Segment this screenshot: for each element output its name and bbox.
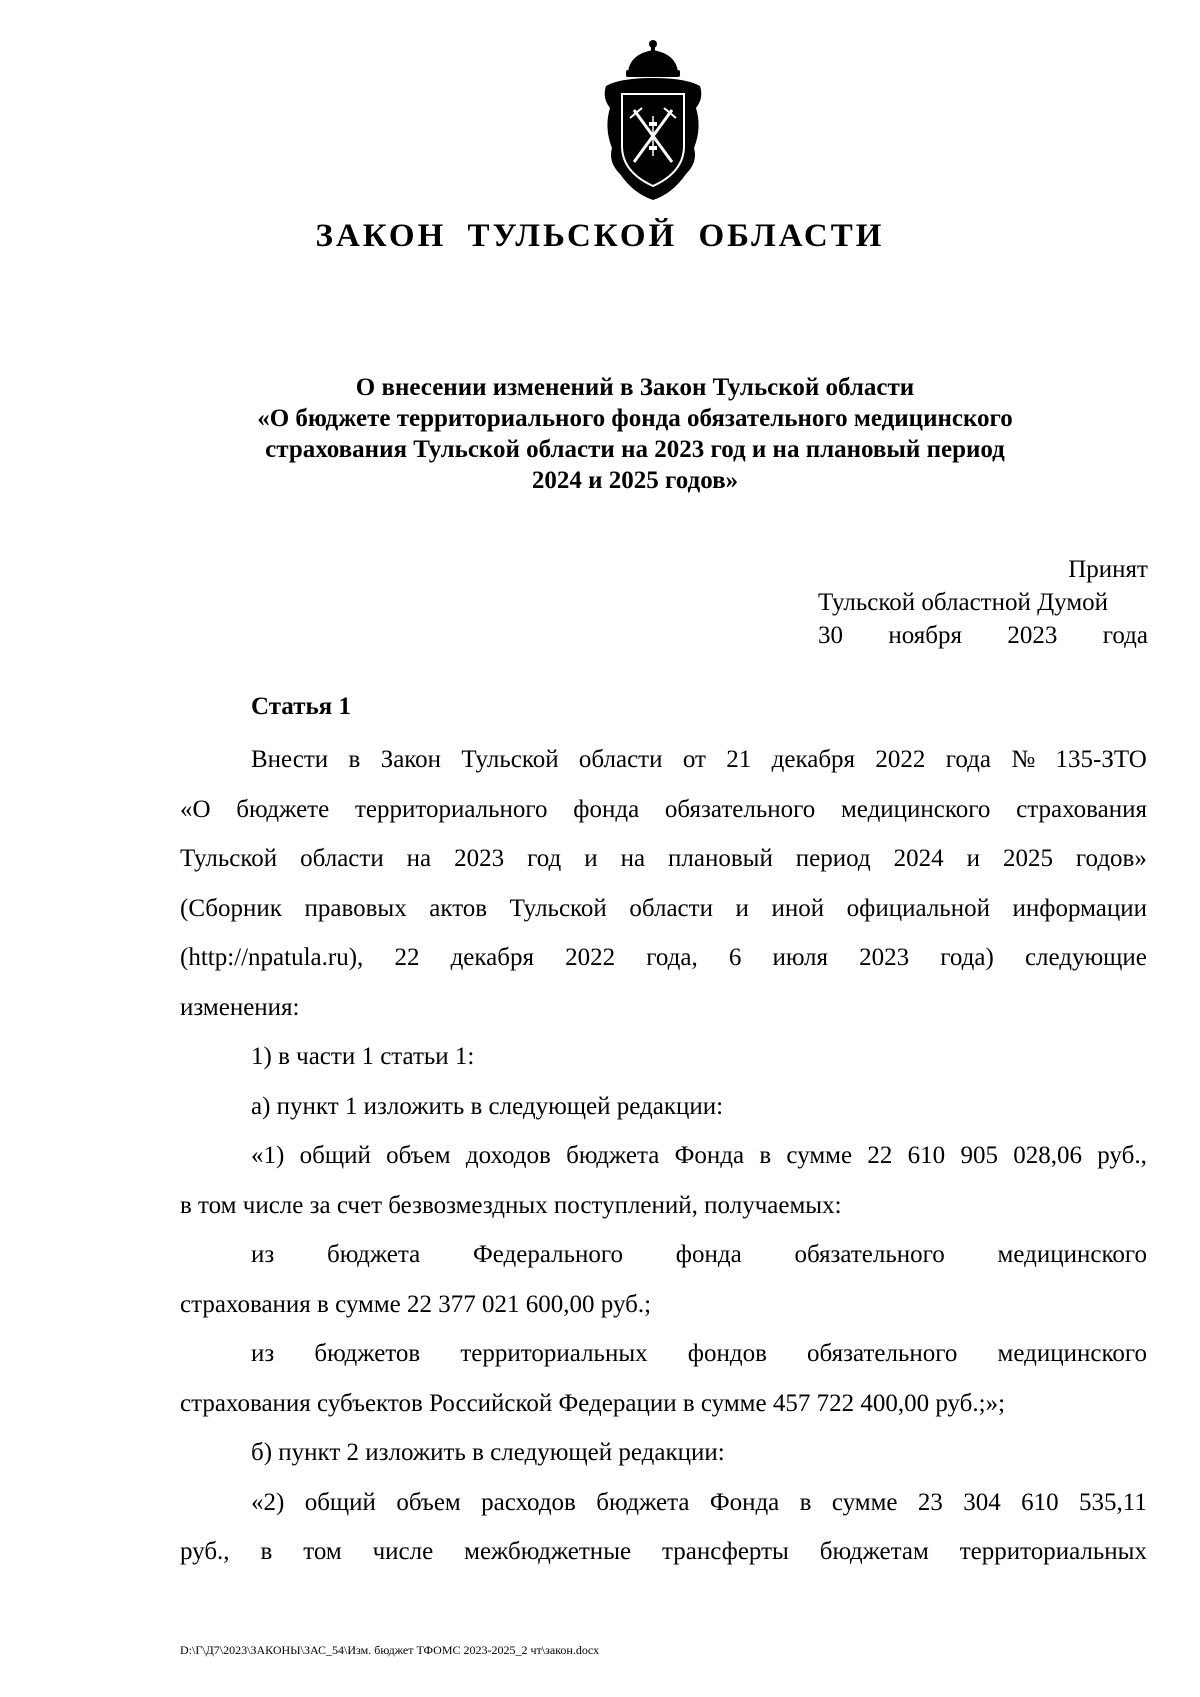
text-line: из бюджетов территориальных фондов обязательного медицинского xyxy=(251,1340,1147,1367)
coat-of-arms-emblem xyxy=(600,38,706,202)
text-line: «2) общий объем расходов бюджета Фонда в сумме 23 304 610 535,11 xyxy=(251,1488,1147,1516)
text-line: (Сборник правовых актов Тульской области и иной официальной информации xyxy=(180,894,1147,922)
adopted-label: Принят xyxy=(1068,556,1148,583)
adopted-by: Тульской областной Думой xyxy=(818,589,1109,616)
text-line: страхования субъектов Российской Федерации в сумме 457 722 400,00 руб.;»; xyxy=(180,1389,1006,1417)
document-heading xyxy=(190,372,1080,496)
text-line: а) пункт 1 изложить в следующей редакции: xyxy=(251,1092,724,1120)
heading-line: 2024 и 2025 годов» xyxy=(531,467,739,494)
file-path-footer: D:\Г\Д7\2023\ЗАКОНЫ\ЗАС_54\Изм. бюджет ТФОМС 2023-2025_2 чт\закон.docx xyxy=(180,1643,600,1657)
text-line: б) пункт 2 изложить в следующей редакции: xyxy=(251,1439,725,1466)
text-line: Тульской области на 2023 год и на плановый период 2024 и 2025 годов» xyxy=(180,845,1147,872)
adopted-date xyxy=(818,619,1148,652)
adoption-block xyxy=(818,553,1148,652)
adopted-month: ноября xyxy=(888,622,962,649)
article-title: Статья 1 xyxy=(251,693,351,720)
text-line: 1) в части 1 статьи 1: xyxy=(251,1043,475,1070)
text-line: Внести в Закон Тульской области от 21 декабря 2022 года № 135-ЗТО xyxy=(251,746,1147,773)
text-line: страхования в сумме 22 377 021 600,00 руб.; xyxy=(180,1290,652,1318)
text-line: «О бюджете территориального фонда обязательного медицинского страхования xyxy=(180,795,1147,823)
heading-line: О внесении изменений в Закон Тульской области xyxy=(355,374,915,401)
article-body xyxy=(180,735,1147,1577)
law-title: ЗАКОН ТУЛЬСКОЙ ОБЛАСТИ xyxy=(315,218,885,254)
text-line: «1) общий объем доходов бюджета Фонда в сумме 22 610 905 028,06 руб., xyxy=(251,1142,1147,1169)
adopted-year-word: года xyxy=(1102,622,1148,649)
adopted-year: 2023 xyxy=(1007,622,1058,649)
text-line: в том числе за счет безвозмездных поступлений, получаемых: xyxy=(180,1191,842,1219)
adopted-day: 30 xyxy=(818,622,843,649)
text-line: изменения: xyxy=(180,993,300,1021)
text-line: (http://npatula.ru), 22 декабря 2022 года, 6 июля 2023 года) следующие xyxy=(180,944,1147,971)
text-line: из бюджета Федерального фонда обязательного медицинского xyxy=(251,1241,1147,1268)
heading-line: «О бюджете территориального фонда обязательного медицинского xyxy=(257,405,1013,432)
heading-line: страхования Тульской области на 2023 год и на плановый период xyxy=(265,436,1005,463)
text-line: руб., в том числе межбюджетные трансферты бюджетам территориальных xyxy=(180,1538,1147,1565)
